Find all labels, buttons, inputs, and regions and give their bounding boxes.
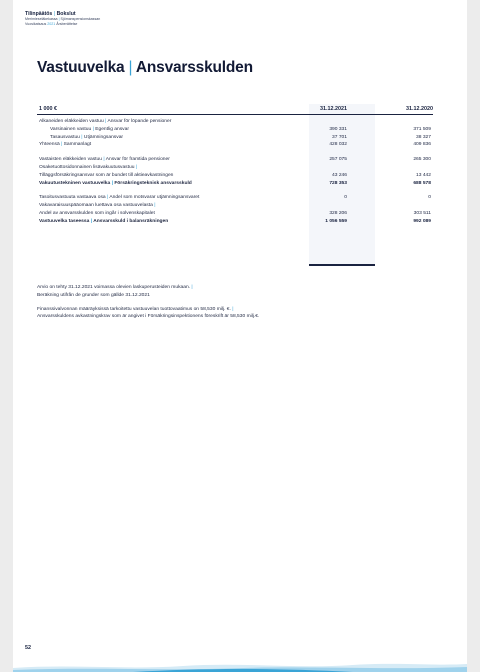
page-number: 52: [25, 645, 31, 651]
table-row: Tasausvastuu | Utjämningsansvar 37 701 38 327: [50, 134, 431, 140]
unit-header: 1 000 €: [39, 106, 57, 112]
table-row: Varsinainen vastuu | Egentlig ansvar 390 331 371 509: [50, 126, 431, 132]
liability-table: [37, 104, 433, 226]
note-line: Arvio on tehty 31.12.2021 voimassa olevien laskuperusteiden mukaan. |: [37, 285, 193, 290]
table-row-total: Vastuuvelka taseessa | Ansvarsskuld i balansräkningen 1 056 559 992 089: [39, 218, 431, 224]
note-line: Finanssivalvonnan määräyksissä tarkoitettu vastuuvelan tuottovaatimus on 58,530 milj. €. |: [37, 306, 234, 312]
table-row: Osaketuottosidonnainen lisävakuutusvastuu |: [39, 164, 138, 170]
table-header: [37, 104, 433, 115]
running-header: [25, 11, 100, 26]
table-row: Andel av ansvarsskulden som ingår i solvenskapitalet 328 206 303 511: [39, 210, 431, 216]
table-row: Vakavaraisuuspääomaan luettava osa vastuuvelasta |: [39, 203, 156, 209]
current-year-column-underline: [309, 264, 375, 266]
header-organization: Merimieseläkekassa | Sjömanspensionskassan: [25, 17, 101, 21]
notes: [37, 284, 437, 321]
table-row: Tilläggsförsäkringsansvar som är bundet till aktieavkastningen 43 246 13 442: [39, 172, 431, 178]
table-row: Yhteensä | Sammanlagt 428 032 409 836: [39, 142, 431, 148]
footer-wave-decoration: [13, 660, 467, 672]
table-row: Alkaneiden eläkkeiden vastuu | Ansvar för löpande pensioner: [39, 119, 172, 124]
table-row-total: Vakuutustekninen vastuuvelka | Försäkringsteknisk ansvarsskuld 728 353 688 578: [39, 180, 431, 186]
header-report: Vuosikatsaus 2021 Årsberättelse: [25, 21, 78, 26]
column-header-2020: 31.12.2020: [406, 106, 433, 112]
note-line: Beräkning utifrån de grunder som gällde 31.12.2021: [37, 292, 150, 298]
document-page: [13, 0, 467, 672]
header-title: Tilinpäätös | Bokslut: [25, 11, 76, 17]
table-row: Vastaisten eläkkeiden vastuu | Ansvar för framtida pensioner 257 075 265 300: [39, 157, 431, 163]
note-line: Ansvarsskuldens avkastningskrav som är angivet i Försäkringsinspektionens föreskrift är 58,530 milj.€.: [37, 314, 260, 320]
page-title: Vastuuvelka | Ansvarsskulden: [37, 59, 253, 76]
table-row: Tasoitusvastuuta vastaava osa | Andel som motsvarar utjämningsansvaret 0 0: [39, 195, 431, 201]
column-header-2021: 31.12.2021: [320, 106, 347, 112]
